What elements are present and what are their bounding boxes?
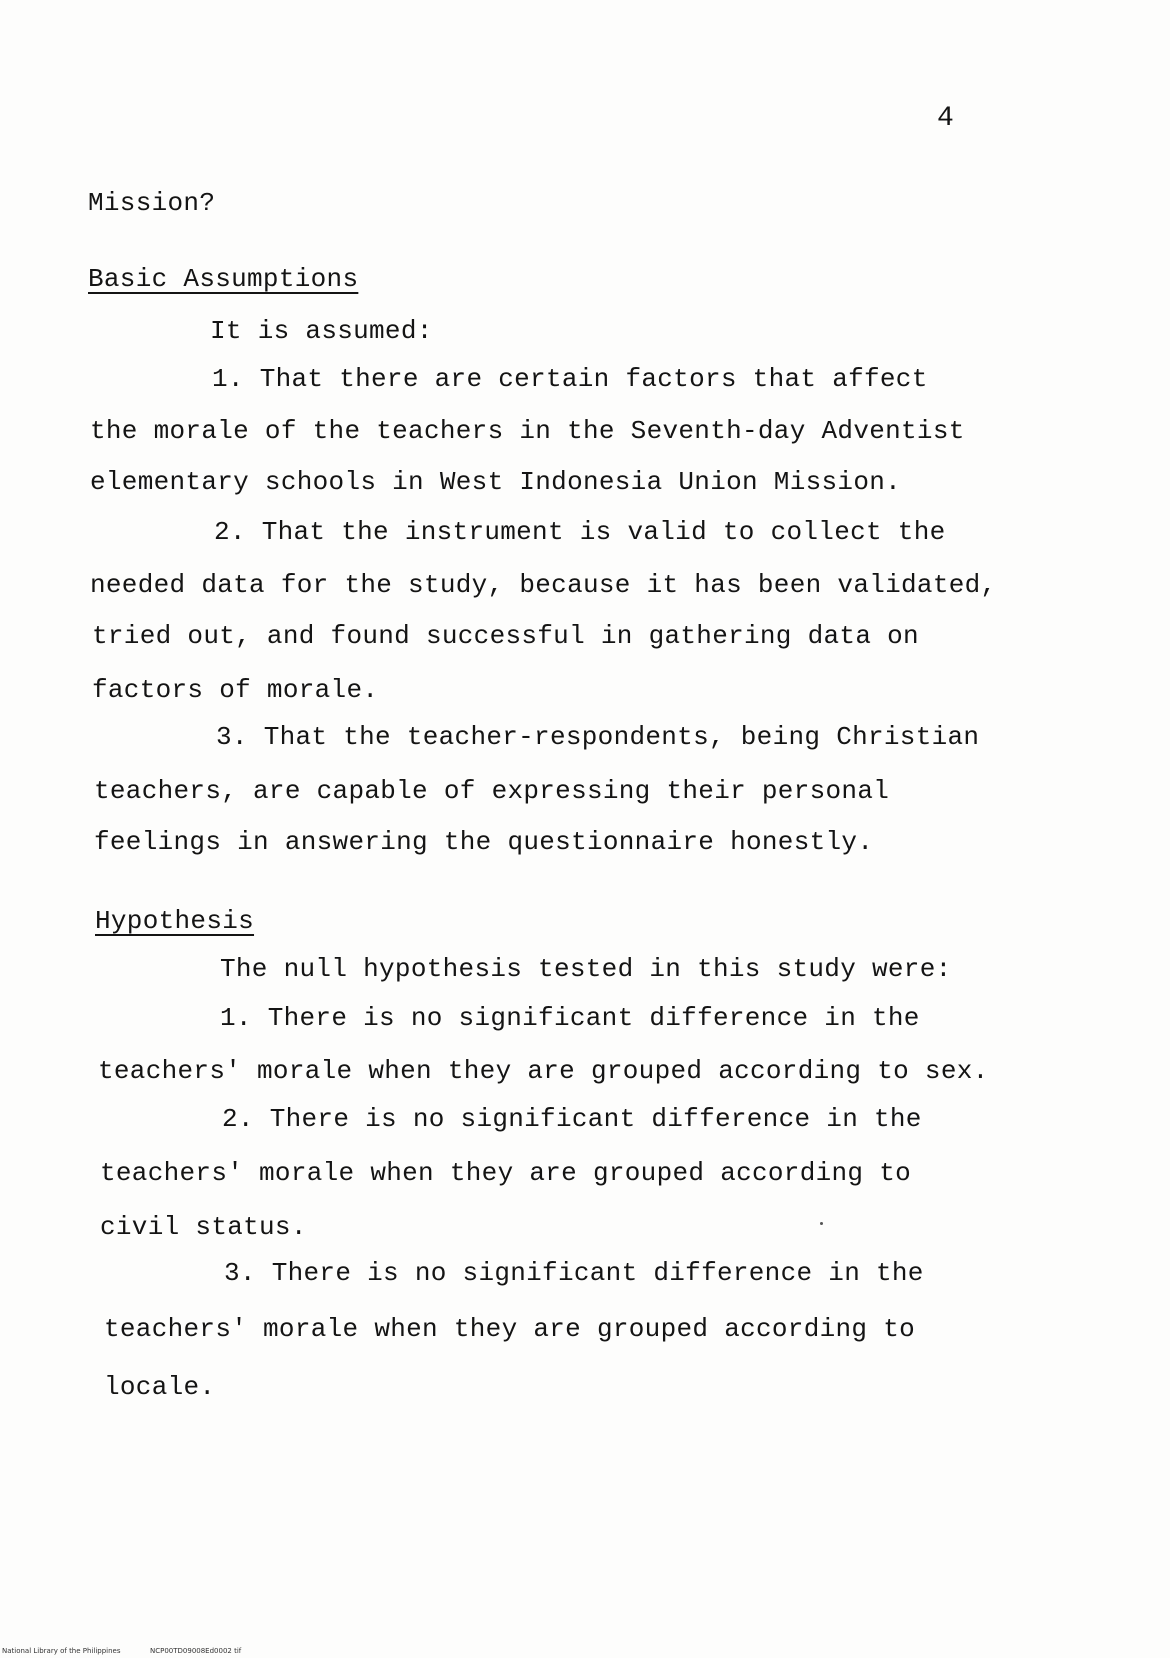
footer-library-label: National Library of the Philippines [2, 1647, 121, 1655]
hypothesis-line: civil status. [100, 1212, 307, 1242]
assumption-line: needed data for the study, because it has been validated, [90, 570, 997, 600]
assumption-line: teachers, are capable of expressing their personal [94, 776, 890, 806]
hypothesis-intro: The null hypothesis tested in this study were: [220, 954, 952, 984]
assumption-line: factors of morale. [92, 675, 379, 705]
assumption-line: tried out, and found successful in gathering data on [92, 621, 919, 651]
assumption-line: 1. That there are certain factors that affect [212, 364, 928, 394]
assumption-line: elementary schools in West Indonesia Union Mission. [90, 467, 902, 497]
hypothesis-line: 2. There is no significant difference in the [222, 1104, 922, 1134]
assumption-line: feelings in answering the questionnaire honestly. [94, 827, 874, 857]
assumption-line: 2. That the instrument is valid to collect the [214, 517, 946, 547]
hypothesis-line: teachers' morale when they are grouped according to [104, 1314, 916, 1344]
assumption-line: the morale of the teachers in the Seventh-day Adventist [90, 416, 965, 446]
hypothesis-line: 3. There is no significant difference in the [224, 1258, 924, 1288]
hypothesis-line: teachers' morale when they are grouped according to [100, 1158, 912, 1188]
page-number: 4 [937, 103, 955, 134]
scan-speck [820, 1222, 823, 1225]
footer-file-id: NCP00TD09008Ed0002 tif [150, 1647, 242, 1655]
basic-assumptions-heading: Basic Assumptions [88, 264, 359, 294]
continuation-text: Mission? [88, 188, 216, 218]
hypothesis-line: locale. [104, 1372, 216, 1402]
hypothesis-heading: Hypothesis [95, 906, 255, 936]
assumption-line: 3. That the teacher-respondents, being Christian [216, 722, 980, 752]
hypothesis-line: 1. There is no significant difference in the [220, 1003, 920, 1033]
hypothesis-line: teachers' morale when they are grouped according to sex. [98, 1056, 989, 1086]
assumptions-intro: It is assumed: [210, 316, 433, 346]
